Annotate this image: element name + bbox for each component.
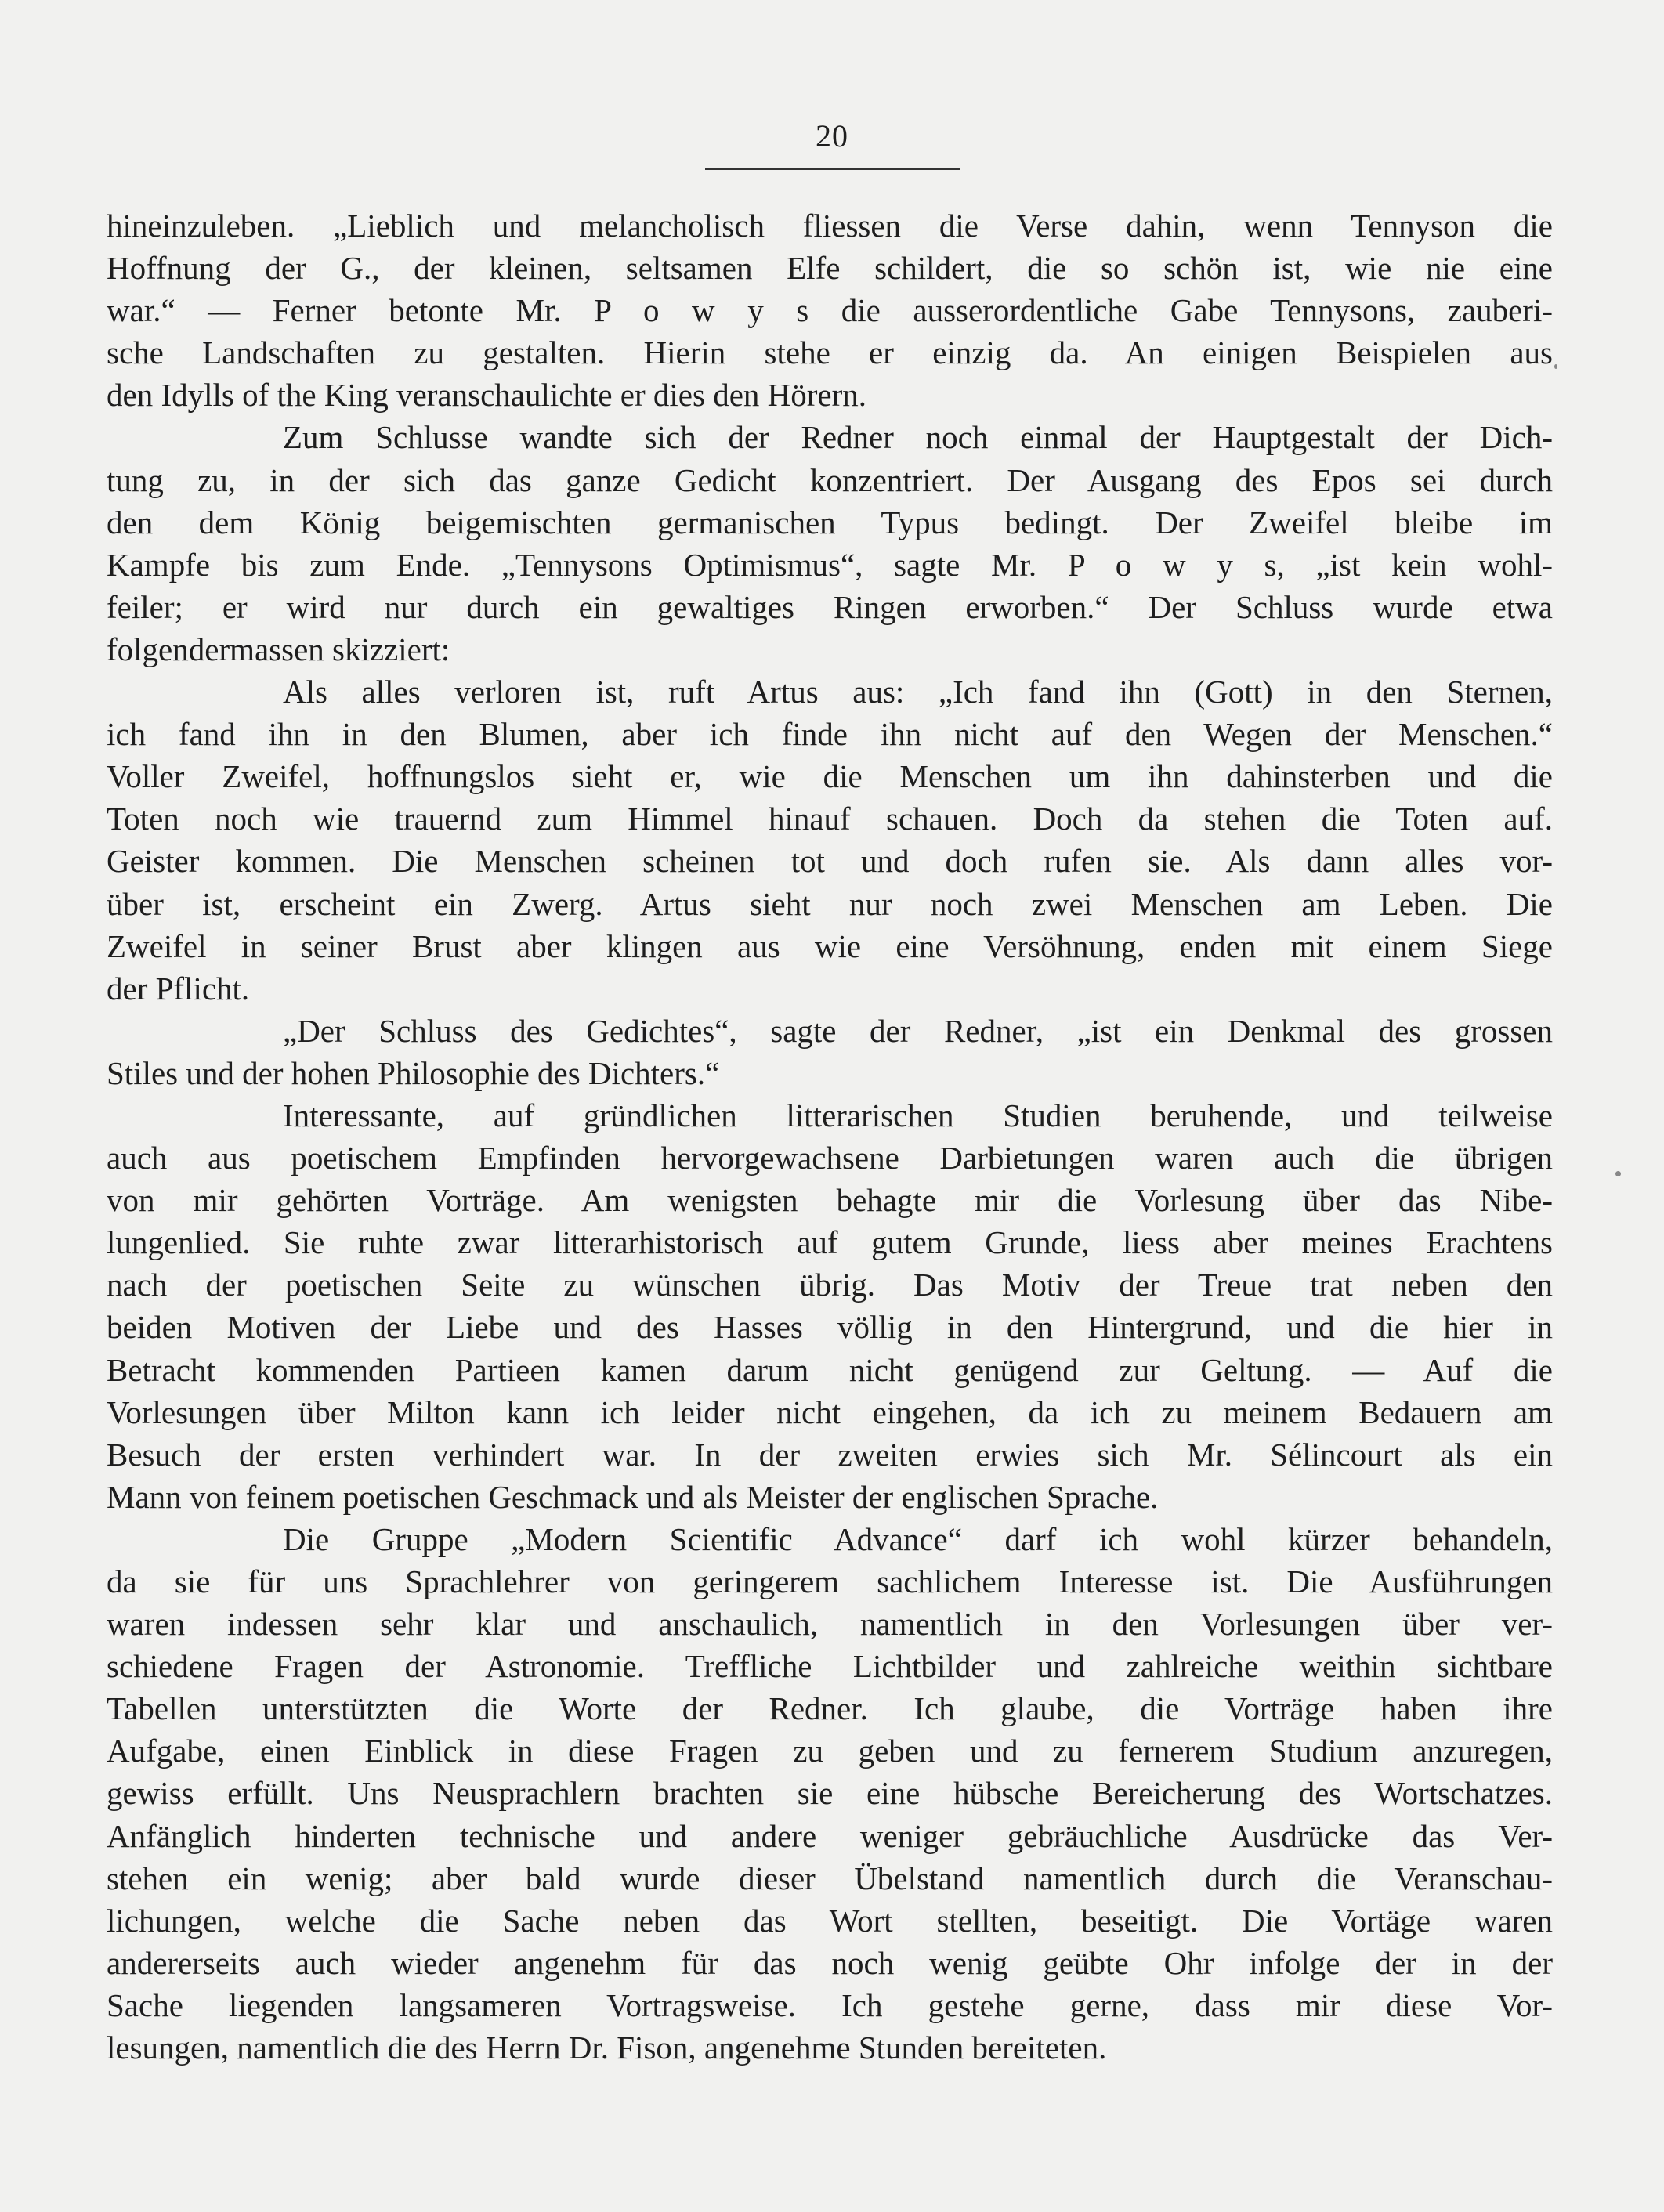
text-line: stehen ein wenig; aber bald wurde dieser Übelstand namentlich durch die Veranschau- bbox=[107, 1860, 1553, 1896]
text-line: hineinzuleben. „Lieblich und melancholisch fliessen die Verse dahin, wenn Tennyson die bbox=[107, 208, 1553, 244]
text-line: Stiles und der hohen Philosophie des Dichters.“ bbox=[107, 1054, 720, 1091]
text-line: der Pflicht. bbox=[107, 970, 250, 1007]
text-line: Vorlesungen über Milton kann ich leider nicht eingehen, da ich zu meinem Bedauern am bbox=[107, 1393, 1553, 1430]
text-line: Besuch der ersten verhindert war. In der zweiten erwies sich Mr. Sélincourt als ein bbox=[107, 1436, 1553, 1473]
text-line: Hoffnung der G., der kleinen, seltsamen Elfe schildert, die so schön ist, wie nie eine bbox=[107, 250, 1553, 287]
body-text bbox=[107, 204, 1553, 2069]
text-line: von mir gehörten Vorträge. Am wenigsten behagte mir die Vorlesung über das Nibe- bbox=[107, 1182, 1553, 1219]
text-line: Als alles verloren ist, ruft Artus aus: „Ich fand ihn (Gott) in den Sternen, bbox=[283, 674, 1553, 710]
text-line: Sache liegenden langsameren Vortragsweise. Ich gestehe gerne, dass mir diese Vor- bbox=[107, 1986, 1553, 2023]
text-line: Tabellen unterstützten die Worte der Redner. Ich glaube, die Vorträge haben ihre bbox=[107, 1690, 1553, 1727]
text-line: folgendermassen skizziert: bbox=[107, 631, 450, 667]
text-line: Geister kommen. Die Menschen scheinen tot und doch rufen sie. Als dann alles vor- bbox=[107, 843, 1553, 880]
text-line: auch aus poetischem Empfinden hervorgewachsene Darbietungen waren auch die übrigen bbox=[107, 1140, 1553, 1176]
text-line: sche Landschaften zu gestalten. Hierin stehe er einzig da. An einigen Beispielen aus bbox=[107, 334, 1553, 371]
text-line: über ist, erscheint ein Zwerg. Artus sieht nur noch zwei Menschen am Leben. Die bbox=[107, 885, 1553, 922]
text-line: waren indessen sehr klar und anschaulich, namentlich in den Vorlesungen über ver- bbox=[107, 1606, 1553, 1643]
text-line: Zweifel in seiner Brust aber klingen aus wie eine Versöhnung, enden mit einem Siege bbox=[107, 927, 1553, 964]
text-line: feiler; er wird nur durch ein gewaltiges Ringen erworben.“ Der Schluss wurde etwa bbox=[107, 588, 1553, 625]
text-line: lichungen, welche die Sache neben das Wort stellten, beseitigt. Die Vortäge waren bbox=[107, 1902, 1553, 1939]
text-line: Anfänglich hinderten technische und andere weniger gebräuchliche Ausdrücke das Ver- bbox=[107, 1817, 1553, 1854]
text-line: andererseits auch wieder angenehm für das noch wenig geübte Ohr infolge der in der bbox=[107, 1944, 1553, 1981]
text-line: Aufgabe, einen Einblick in diese Fragen zu geben und zu fernerem Studium anzuregen, bbox=[107, 1733, 1553, 1769]
scan-speck bbox=[1615, 1171, 1621, 1176]
text-line: schiedene Fragen der Astronomie. Treffliche Lichtbilder und zahlreiche weithin sichtbare bbox=[107, 1648, 1553, 1685]
text-line: gewiss erfüllt. Uns Neusprachlern brachten sie eine hübsche Bereicherung des Wortschatzes. bbox=[107, 1775, 1553, 1812]
text-line: Zum Schlusse wandte sich der Redner noch einmal der Hauptgestalt der Dich- bbox=[283, 419, 1553, 456]
text-line: „Der Schluss des Gedichtes“, sagte der Redner, „ist ein Denkmal des grossen bbox=[283, 1012, 1553, 1049]
text-line: den Idylls of the King veranschaulichte er dies den Hörern. bbox=[107, 377, 867, 414]
text-line: Betracht kommenden Partieen kamen darum nicht genügend zur Geltung. — Auf die bbox=[107, 1351, 1553, 1388]
text-line: lungenlied. Sie ruhte zwar litterarhistorisch auf gutem Grunde, liess aber meines Erachtens bbox=[107, 1224, 1553, 1261]
text-line: Interessante, auf gründlichen litterarischen Studien beruhende, und teilweise bbox=[283, 1097, 1553, 1133]
text-line: Die Gruppe „Modern Scientific Advance“ darf ich wohl kürzer behandeln, bbox=[283, 1520, 1553, 1557]
text-line: Mann von feinem poetischen Geschmack und als Meister der englischen Sprache. bbox=[107, 1478, 1159, 1515]
text-line: den dem König beigemischten germanischen Typus bedingt. Der Zweifel bleibe im bbox=[107, 504, 1553, 540]
text-line: da sie für uns Sprachlehrer von geringerem sachlichem Interesse ist. Die Ausführungen bbox=[107, 1563, 1553, 1599]
text-line: nach der poetischen Seite zu wünschen übrig. Das Motiv der Treue trat neben den bbox=[107, 1267, 1553, 1303]
text-line: ich fand ihn in den Blumen, aber ich finde ihn nicht auf den Wegen der Menschen.“ bbox=[107, 716, 1553, 753]
text-line: lesungen, namentlich die des Herrn Dr. Fison, angenehme Stunden bereiteten. bbox=[107, 2029, 1107, 2066]
text-line: Toten noch wie trauernd zum Himmel hinauf schauen. Doch da stehen die Toten auf. bbox=[107, 801, 1553, 837]
scan-speck bbox=[1554, 364, 1557, 369]
text-line: Kampfe bis zum Ende. „Tennysons Optimismus“, sagte Mr. P o w y s, „ist kein wohl- bbox=[107, 546, 1553, 583]
header-rule bbox=[705, 168, 960, 170]
text-line: war.“ — Ferner betonte Mr. P o w y s die ausserordentliche Gabe Tennysons, zauberi- bbox=[107, 292, 1553, 329]
text-line: Voller Zweifel, hoffnungslos sieht er, wie die Menschen um ihn dahinsterben und die bbox=[107, 758, 1553, 795]
text-line: beiden Motiven der Liebe und des Hasses völlig in den Hintergrund, und die hier in bbox=[107, 1309, 1553, 1346]
page-number: 20 bbox=[816, 118, 848, 154]
text-line: tung zu, in der sich das ganze Gedicht konzentriert. Der Ausgang des Epos sei durch bbox=[107, 461, 1553, 498]
